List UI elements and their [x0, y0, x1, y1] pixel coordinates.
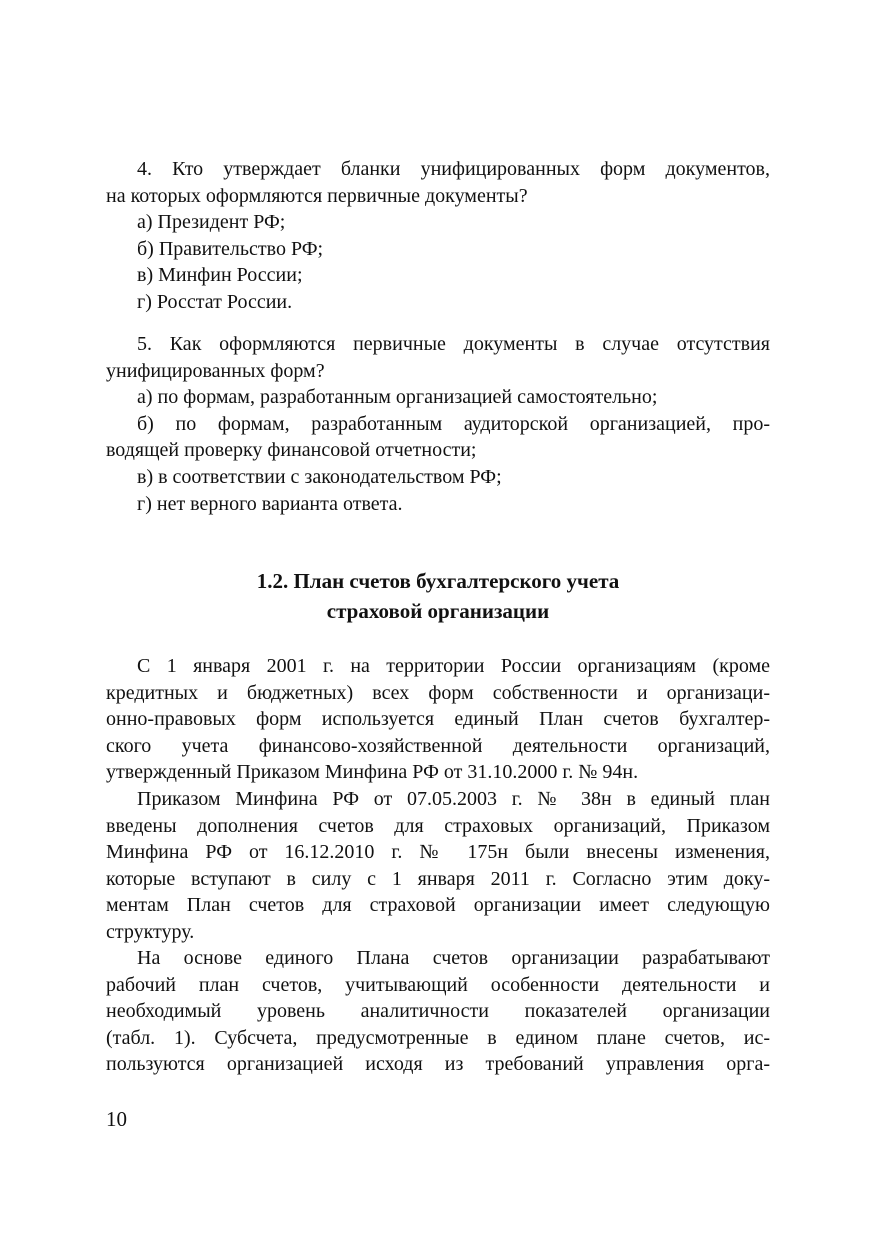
question-4-text-line-2: на которых оформляются первичные документы? — [106, 184, 528, 207]
question-4 — [106, 156, 770, 316]
paragraph-3-line-3: необходимый уровень аналитичности показателей организации — [106, 1000, 770, 1023]
question-5-option-a: а) по формам, разработанным организацией самостоятельно; — [137, 386, 658, 409]
paragraph-3-line-4: (табл. 1). Субсчета, предусмотренные в едином плане счетов, ис- — [106, 1026, 770, 1049]
question-4-option-d: г) Росстат России. — [137, 290, 293, 313]
section-heading-line-1: 1.2. План счетов бухгалтерского учета — [256, 569, 620, 593]
question-4-option-c: в) Минфин России; — [137, 264, 303, 287]
paragraph-1-line-3: онно-правовых форм используется единый План счетов бухгалтер- — [106, 708, 770, 731]
paragraph-2-line-4: которые вступают в силу с 1 января 2011 г. Согласно этим доку- — [106, 867, 770, 890]
paragraph-1-line-1: С 1 января 2001 г. на территории России организациям (кроме — [137, 655, 770, 677]
paragraph-1-line-5: утвержденный Приказом Минфина РФ от 31.10.2000 г. № 94н. — [106, 761, 639, 784]
question-5-option-b-line-2: водящей проверку финансовой отчетности; — [106, 439, 477, 462]
paragraph-3-line-5: пользуются организацией исходя из требований управления орга- — [106, 1053, 770, 1076]
question-5-text-line-1: 5. Как оформляются первичные документы в случае отсутствия — [137, 333, 770, 355]
question-4-option-b: б) Правительство РФ; — [137, 237, 324, 260]
paragraph-1-line-4: ского учета финансово-хозяйственной деятельности организаций, — [106, 734, 770, 757]
question-4-text-line-1: 4. Кто утверждает бланки унифицированных форм документов, — [137, 158, 770, 180]
paragraph-3-line-2: рабочий план счетов, учитывающий особенности деятельности и — [106, 973, 770, 996]
question-4-option-a: а) Президент РФ; — [137, 211, 286, 234]
question-5-option-d: г) нет верного варианта ответа. — [137, 492, 403, 515]
section-heading-line-2: страховой организации — [326, 599, 550, 623]
paragraph-2-line-3: Минфина РФ от 16.12.2010 г. № 175н были внесены изменения, — [106, 841, 770, 864]
page-number: 10 — [106, 1107, 127, 1131]
paragraph-2-line-6: структуру. — [106, 920, 195, 943]
paragraph-1-line-2: кредитных и бюджетных) всех форм собственности и организаци- — [106, 681, 770, 704]
paragraph-3-line-1: На основе единого Плана счетов организации разрабатывают — [137, 947, 770, 969]
paragraph-1 — [106, 653, 770, 786]
paragraph-2-line-5: ментам План счетов для страховой организации имеет следующую — [106, 894, 770, 917]
question-5-text-line-2: унифицированных форм? — [106, 359, 325, 382]
section-heading — [106, 566, 770, 626]
paragraph-2-line-1: Приказом Минфина РФ от 07.05.2003 г. № 38н в единый план — [137, 788, 770, 810]
paragraph-2 — [106, 786, 770, 946]
paragraph-2-line-2: введены дополнения счетов для страховых организаций, Приказом — [106, 814, 770, 837]
question-5 — [106, 331, 770, 517]
question-5-option-c: в) в соответствии с законодательством РФ; — [137, 465, 502, 488]
question-5-option-b-line-1: б) по формам, разработанным аудиторской организацией, про- — [137, 412, 770, 435]
paragraph-3 — [106, 945, 770, 1078]
